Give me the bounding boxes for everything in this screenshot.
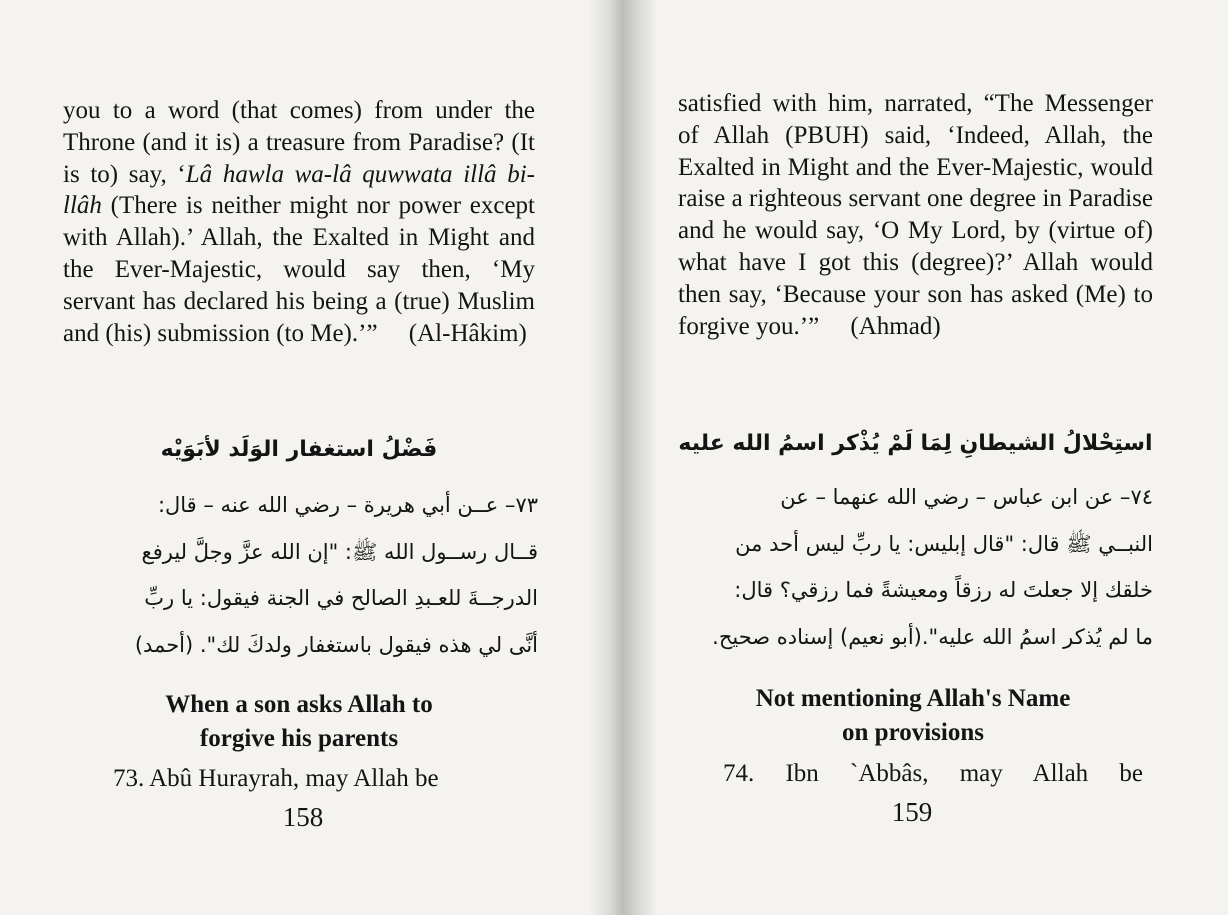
right-source-citation: (Ahmad) [850,312,941,340]
right-section-heading [678,682,1148,750]
left-heading-line-1: When a son asks Allah to [165,691,433,718]
left-arabic-line-3: الدرجــةَ للعـبدِ الصالح في الجنة فيقول: يا ربِّ [144,586,538,610]
left-paragraph [63,95,535,349]
left-arabic-body [63,482,538,668]
right-arabic-title: استِحْلالُ الشيطانِ لِمَا لَمْ يُذْكر اسمُ الله عليه [678,431,1153,456]
right-arabic-line-1: ٧٤– عن ابن عباس – رضي الله عنهما – عن [780,485,1153,509]
right-arabic-line-4: ما لم يُذكر اسمُ الله عليه".(أبو نعيم) إسناده صحيح. [712,624,1153,649]
right-page-number: 159 [891,797,933,827]
left-page-number: 158 [282,802,324,832]
right-paragraph-text: satisfied with him, narrated, “The Messenger of Allah (PBUH) said, ‘Indeed, Allah, the Exalted in Might and the Ever-Majestic, would raise a righteous servant one degree in Paradise and he would say, ‘O My Lord, by (virtue of) what have I got this (degree)?’ Allah would then say, ‘Because your son has asked (Me) to forgive you.’” [678,90,1153,340]
right-arabic-body [678,474,1153,660]
left-arabic-line-4: أنَّى لي هذه فيقول باستغفار ولدكَ لك". (أحمد) [134,632,538,657]
right-heading-line-1: Not mentioning Allah's Name [755,685,1071,712]
right-next-hadith-start: 74. Ibn `Abbâs, may Allah be [723,760,1143,787]
right-heading-line-2: on provisions [842,719,984,746]
left-arabic-title: فَضْلُ استغفار الوَلَد لأبَوَيْه [160,437,438,462]
right-arabic-line-3: خلقك إلا جعلتَ له رزقاً ومعيشةً فما رزقي؟ قال: [734,578,1153,602]
left-paragraph-text-end: (There is neither might nor power except with Allah).’ Allah, the Exalted in Might and the Ever-Majestic, would say then, ‘My servant has declared his being a (true) Muslim and (his) submission (to Me).’” [63,192,535,347]
left-source-citation: (Al-Hâkim) [408,319,527,347]
left-heading-line-2: forgive his parents [199,725,399,752]
left-paragraph-text-start: you to a word (that comes) from under the Throne (and it is) a treasure from Paradise? (It is to) say, ‘ [63,97,535,188]
right-paragraph [678,88,1153,342]
left-section-heading [63,688,535,756]
left-arabic-line-2: قــال رســول الله ﷺ: "إن الله عزَّ وجلَّ ليرفع [141,539,538,564]
left-paragraph-transliteration: Lâ hawla wa-lâ quwwata illâ bi-llâh [63,160,535,220]
left-next-hadith-start: 73. Abû Hurayrah, may Allah be [113,765,439,792]
left-arabic-line-1: ٧٣– عــن أبي هريرة – رضي الله عنه – قال: [157,493,538,517]
right-arabic-line-2: النبــي ﷺ قال: "قال إبليس: يا ربِّ ليس أحد من [735,531,1153,556]
